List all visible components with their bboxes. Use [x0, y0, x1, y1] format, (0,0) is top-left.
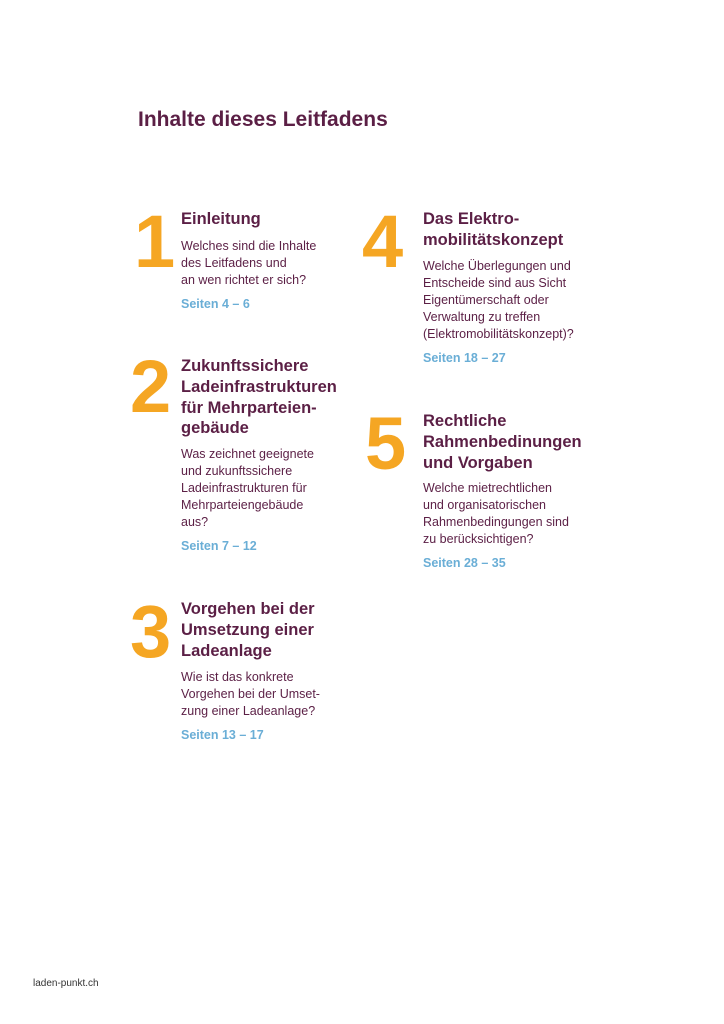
section-description: Was zeichnet geeignete und zukunftssichere Ladeinfrastrukturen für Mehrparteiengebäude aus?	[181, 447, 314, 529]
section-number: 2	[130, 345, 172, 428]
section-title: Zukunftssichere Ladeinfrastrukturen für Mehrparteien- gebäude	[181, 357, 337, 438]
section-description: Welche mietrechtlichen und organisatorischen Rahmenbedingungen sind zu berücksichtigen?	[423, 481, 569, 546]
section-title: Rechtliche Rahmenbedinungen und Vorgaben	[423, 412, 582, 472]
section-pages-link[interactable]: Seiten 18 – 27	[423, 351, 506, 365]
section-pages-link[interactable]: Seiten 7 – 12	[181, 539, 257, 553]
section-description: Wie ist das konkrete Vorgehen bei der Umset- zung einer Ladeanlage?	[181, 670, 320, 718]
section-pages-link[interactable]: Seiten 13 – 17	[181, 728, 264, 742]
section-number: 3	[130, 590, 172, 673]
section-description: Welche Überlegungen und Entscheide sind aus Sicht Eigentümerschaft oder Verwaltung zu treffen (Elektromobilitätskonzept)?	[423, 259, 574, 341]
section-pages-link[interactable]: Seiten 4 – 6	[181, 297, 250, 311]
section-description: Welches sind die Inhalte des Leitfadens und an wen richtet er sich?	[181, 239, 317, 287]
section-number: 1	[134, 200, 176, 283]
section-number: 4	[362, 200, 404, 283]
section-title: Das Elektro- mobilitätskonzept	[423, 210, 564, 249]
footer-website: laden-punkt.ch	[33, 978, 99, 989]
section-pages-link[interactable]: Seiten 28 – 35	[423, 556, 506, 570]
section-number: 5	[365, 402, 407, 485]
section-title: Einleitung	[181, 210, 261, 228]
page-title: Inhalte dieses Leitfadens	[138, 108, 388, 131]
section-title: Vorgehen bei der Umsetzung einer Ladeanlage	[181, 600, 315, 660]
